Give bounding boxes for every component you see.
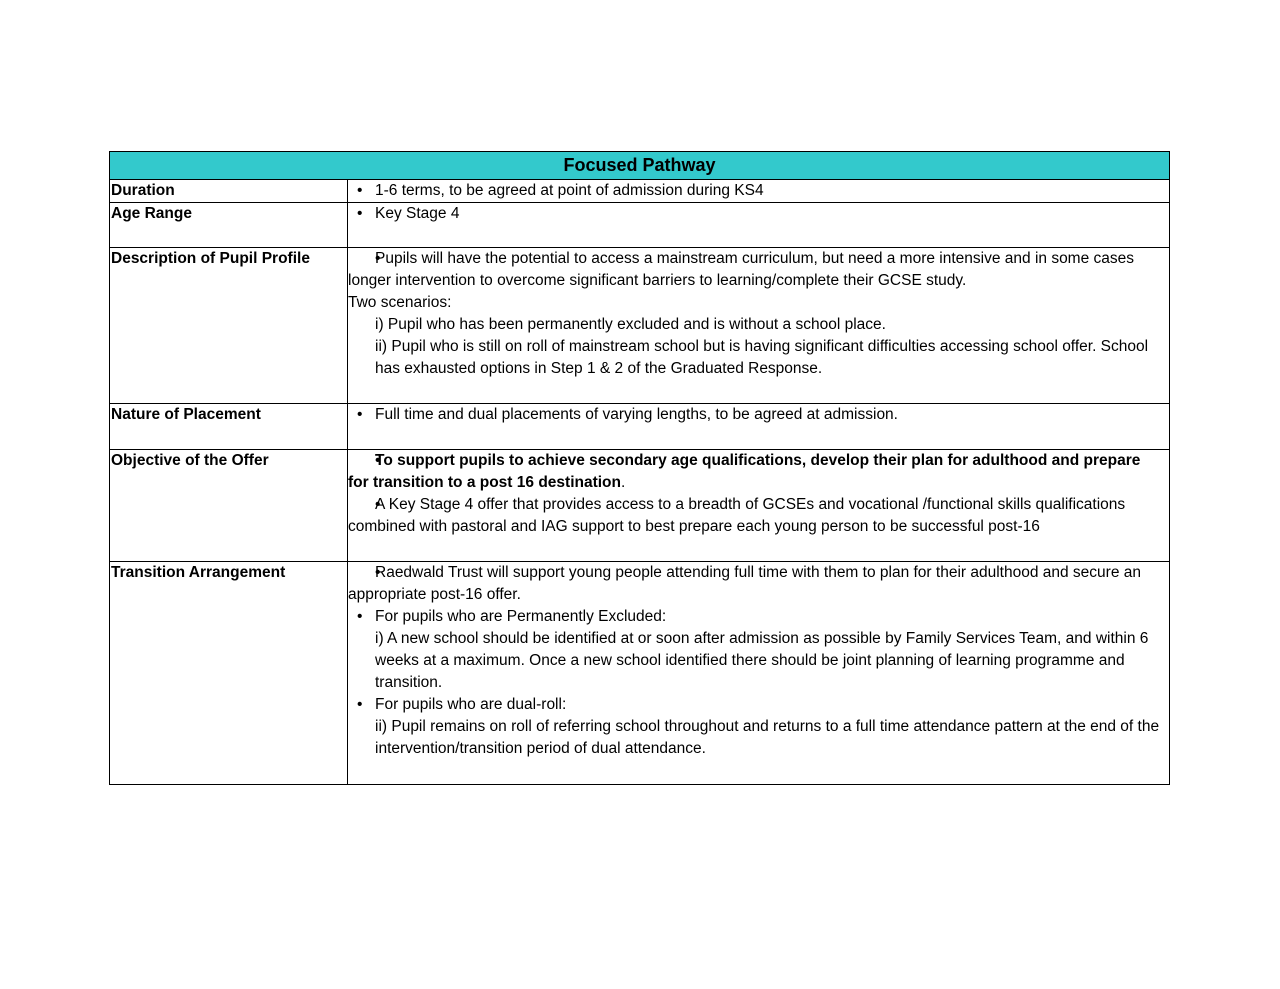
- pupil-profile-bullet: • Pupils will have the potential to access a mainstream curriculum, but need a more intensive and in some cases longer intervention to overcome significant barriers to learning/complete their GCSE study.: [348, 248, 1165, 292]
- transition-value: [348, 562, 1170, 785]
- age-range-label: Age Range: [110, 203, 348, 248]
- table-title: Focused Pathway: [110, 152, 1170, 180]
- objective-bullet-2: • A Key Stage 4 offer that provides access to a breadth of GCSEs and vocational /functional skills qualifications combined with pastoral and IAG support to best prepare each young person to be successful post-16: [348, 494, 1165, 538]
- transition-detail-3: ii) Pupil remains on roll of referring school throughout and returns to a full time attendance pattern at the end of the intervention/transition period of dual attendance.: [375, 718, 1160, 757]
- transition-bullet-3: • For pupils who are dual-roll:: [375, 694, 1165, 716]
- age-range-bullet: • Key Stage 4: [375, 203, 1165, 225]
- duration-bullet: • 1-6 terms, to be agreed at point of admission during KS4: [375, 180, 1165, 202]
- age-range-value: [348, 203, 1170, 248]
- duration-label: Duration: [110, 180, 348, 203]
- title-row: [110, 152, 1170, 180]
- pupil-profile-value: [348, 248, 1170, 404]
- table-row: [110, 203, 1170, 248]
- pupil-profile-label: Description of Pupil Profile: [110, 248, 348, 404]
- objective-bold-text: To support pupils to achieve secondary age qualifications, develop their plan for adulthood and prepare for transition to a post 16 destination: [348, 452, 1141, 491]
- table-row: [110, 562, 1170, 785]
- objective-bold-suffix: .: [621, 474, 626, 491]
- transition-bullet-2: • For pupils who are Permanently Excluded:: [375, 606, 1165, 628]
- nature-bullet: • Full time and dual placements of varying lengths, to be agreed at admission.: [375, 404, 1165, 426]
- scenarios-intro: Two scenarios:: [348, 294, 452, 311]
- transition-label: Transition Arrangement: [110, 562, 348, 785]
- duration-value: [348, 180, 1170, 203]
- objective-value: [348, 450, 1170, 562]
- table-row: [110, 450, 1170, 562]
- table-row: [110, 404, 1170, 450]
- transition-bullet-1: • Raedwald Trust will support young people attending full time with them to plan for their adulthood and secure an appropriate post-16 offer.: [348, 562, 1165, 606]
- objective-label: Objective of the Offer: [110, 450, 348, 562]
- scenario-2: ii) Pupil who is still on roll of mainstream school but is having significant difficulties accessing school offer. School has exhausted options in Step 1 & 2 of the Graduated Response.: [375, 338, 1149, 377]
- nature-label: Nature of Placement: [110, 404, 348, 450]
- table-row: [110, 248, 1170, 404]
- objective-bullet-1: [348, 450, 1165, 494]
- nature-value: [348, 404, 1170, 450]
- focused-pathway-table: [109, 151, 1170, 785]
- table-row: [110, 180, 1170, 203]
- transition-detail-2: i) A new school should be identified at or soon after admission as possible by Family Services Team, and within 6 weeks at a maximum. Once a new school identified there should be joint planning of learning programme and transition.: [375, 630, 1149, 691]
- scenario-1: i) Pupil who has been permanently excluded and is without a school place.: [375, 316, 886, 333]
